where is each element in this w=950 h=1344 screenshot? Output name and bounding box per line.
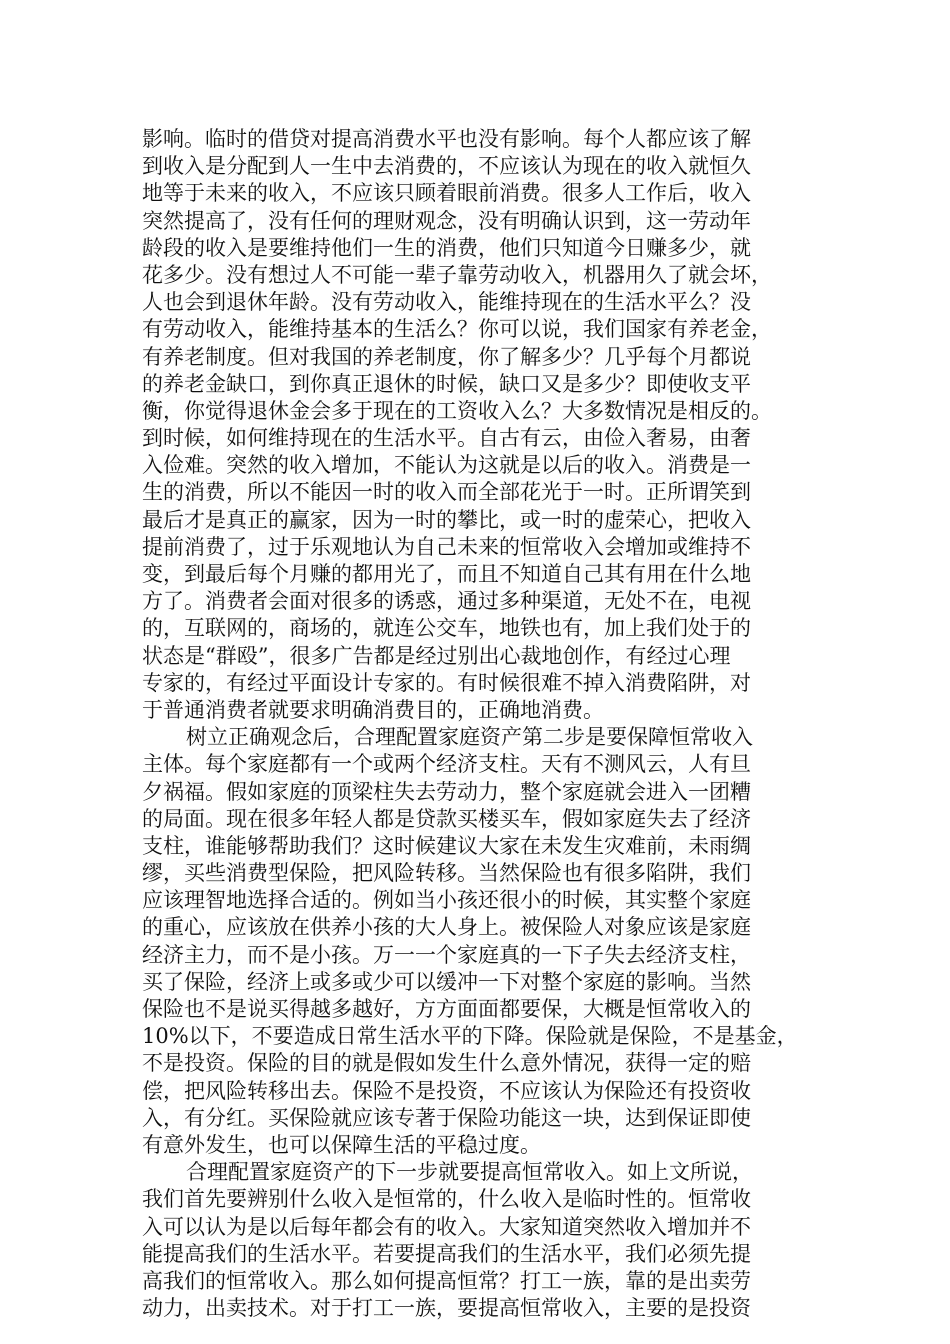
text-line: 影响。临时的借贷对提高消费水平也没有影响。每个人都应该了解	[142, 127, 751, 151]
text-line: 花多少。没有想过人不可能一辈子靠劳动收入，机器用久了就会坏，	[142, 262, 772, 287]
text-line: 衡，你觉得退休金会多于现在的工资收入么？大多数情况是相反的。	[142, 398, 772, 423]
text-line: 到时候，如何维持现在的生活水平。自古有云，由俭入奢易，由奢	[142, 426, 751, 451]
text-line: 人也会到退休年龄。没有劳动收入，能维持现在的生活水平么？没	[142, 290, 751, 315]
text-line: 我们首先要辨别什么收入是恒常的，什么收入是临时性的。恒常收	[142, 1187, 751, 1212]
text-line: 入可以认为是以后每年都会有的收入。大家知道突然收入增加并不	[142, 1214, 751, 1239]
text-line: 地等于未来的收入，不应该只顾着眼前消费。很多人工作后，收入	[142, 181, 751, 206]
text-line: 10%以下，不要造成日常生活水平的下降。保险就是保险，不是基金，	[142, 1024, 798, 1049]
text-line: 的重心，应该放在供养小孩的大人身上。被保险人对象应该是家庭	[142, 915, 751, 940]
text-line: 夕祸福。假如家庭的顶梁柱失去劳动力，整个家庭就会进入一团糟	[142, 779, 751, 804]
text-line: 主体。每个家庭都有一个或两个经济支柱。天有不测风云，人有旦	[142, 752, 751, 777]
paragraph-3	[142, 1159, 802, 1322]
text-line: 支柱，谁能够帮助我们？这时候建议大家在未发生灾难前，未雨绸	[142, 833, 751, 858]
text-line: 入，有分红。买保险就应该专著于保险功能这一块，达到保证即使	[142, 1105, 751, 1130]
text-line: 状态是“群殴”，很多广告都是经过别出心裁地创作，有经过心理	[142, 643, 731, 668]
text-line: 合理配置家庭资产的下一步就要提高恒常收入。如上文所说，	[186, 1160, 753, 1185]
text-line: 有劳动收入，能维持基本的生活么？你可以说，我们国家有养老金，	[142, 317, 772, 342]
text-line: 入俭难。突然的收入增加，不能认为这就是以后的收入。消费是一	[142, 453, 751, 478]
text-line: 缪，买些消费型保险，把风险转移。当然保险也有很多陷阱，我们	[142, 861, 751, 886]
text-line: 龄段的收入是要维持他们一生的消费，他们只知道今日赚多少，就	[142, 235, 751, 260]
text-line: 偿，把风险转移出去。保险不是投资，不应该认为保险还有投资收	[142, 1078, 751, 1103]
text-line: 生的消费，所以不能因一时的收入而全部花光于一时。正所谓笑到	[142, 480, 751, 505]
text-line: 提前消费了，过于乐观地认为自己未来的恒常收入会增加或维持不	[142, 534, 751, 559]
text-line: 到收入是分配到人一生中去消费的，不应该认为现在的收入就恒久	[142, 154, 751, 179]
text-line: 树立正确观念后，合理配置家庭资产第二步是要保障恒常收入	[186, 725, 753, 750]
text-line: 专家的，有经过平面设计专家的。有时候很难不掉入消费陷阱，对	[142, 670, 751, 695]
text-line: 能提高我们的生活水平。若要提高我们的生活水平，我们必须先提	[142, 1241, 751, 1266]
text-line: 方了。消费者会面对很多的诱惑，通过多种渠道，无处不在，电视	[142, 589, 751, 614]
text-line: 突然提高了，没有任何的理财观念，没有明确认识到，这一劳动年	[142, 208, 751, 233]
text-line: 不是投资。保险的目的就是假如发生什么意外情况，获得一定的赔	[142, 1051, 751, 1076]
paragraph-1	[142, 126, 802, 724]
text-line: 有养老制度。但对我国的养老制度，你了解多少？几乎每个月都说	[142, 344, 751, 369]
text-line: 的养老金缺口，到你真正退休的时候，缺口又是多少？即使收支平	[142, 371, 751, 396]
paragraph-2	[142, 724, 802, 1159]
document-body	[142, 126, 802, 1322]
text-line: 于普通消费者就要求明确消费目的，正确地消费。	[142, 697, 604, 722]
text-line: 的，互联网的，商场的，就连公交车，地铁也有，加上我们处于的	[142, 616, 751, 641]
text-line: 经济主力，而不是小孩。万一一个家庭真的一下子失去经济支柱，	[142, 942, 751, 967]
text-line: 高我们的恒常收入。那么如何提高恒常？打工一族，靠的是出卖劳	[142, 1268, 751, 1293]
text-line: 变，到最后每个月赚的都用光了，而且不知道自己其有用在什么地	[142, 562, 751, 586]
text-line: 保险也不是说买得越多越好，方方面面都要保，大概是恒常收入的	[142, 997, 751, 1021]
text-line: 的局面。现在很多年轻人都是贷款买楼买车，假如家庭失去了经济	[142, 806, 751, 831]
text-line: 应该理智地选择合适的。例如当小孩还很小的时候，其实整个家庭	[142, 888, 751, 913]
text-line: 买了保险，经济上或多或少可以缓冲一下对整个家庭的影响。当然	[142, 969, 751, 994]
text-line: 动力，出卖技术。对于打工一族，要提高恒常收入，主要的是投资	[142, 1296, 751, 1321]
text-line: 最后才是真正的赢家，因为一时的攀比，或一时的虚荣心，把收入	[142, 507, 751, 532]
text-line: 有意外发生，也可以保障生活的平稳过度。	[142, 1132, 541, 1157]
